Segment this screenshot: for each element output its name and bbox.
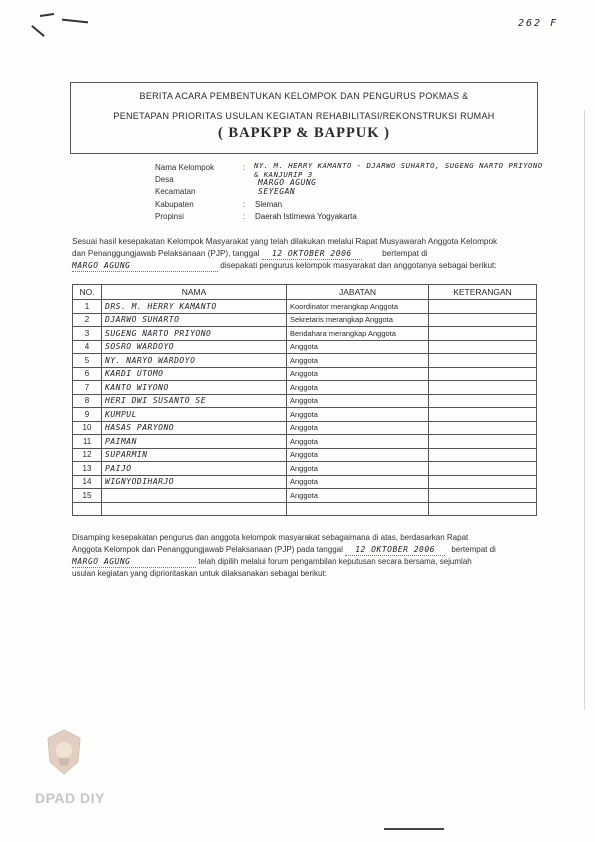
field-colon: : xyxy=(243,212,246,221)
table-row xyxy=(73,340,537,354)
field-label-propinsi: Propinsi xyxy=(155,212,184,221)
cell-no: 12 xyxy=(73,448,102,462)
cell-keterangan xyxy=(429,502,537,516)
field-value-nama-2: & KANJURIP 3 xyxy=(254,170,313,179)
cell-jabatan: Anggota xyxy=(287,340,429,354)
table-row xyxy=(73,394,537,408)
para1-date: 12 OKTOBER 2006 xyxy=(262,248,362,260)
cell-jabatan: Koordinator merangkap Anggota xyxy=(287,300,429,314)
cell-no: 1 xyxy=(73,300,102,314)
cell-no: 2 xyxy=(73,313,102,327)
field-label-kabupaten: Kabupaten xyxy=(155,200,194,209)
header-box xyxy=(70,82,538,154)
field-value-desa: MARGO AGUNG xyxy=(258,178,317,187)
cell-nama xyxy=(102,502,287,516)
cell-jabatan: Anggota xyxy=(287,462,429,476)
para1-line2-text-b: bertempat di xyxy=(382,249,428,258)
para2-line3-text: telah dipilih melalui forum pengambilan keputusan secara bersama, sejumlah xyxy=(198,557,472,566)
cell-nama: HERI DWI SUSANTO SE xyxy=(102,394,287,408)
cell-nama: SOSRO WARDOYO xyxy=(102,340,287,354)
cell-keterangan xyxy=(429,300,537,314)
cell-jabatan: Anggota xyxy=(287,475,429,489)
cell-jabatan: Anggota xyxy=(287,435,429,449)
cell-no: 8 xyxy=(73,394,102,408)
cell-no xyxy=(73,502,102,516)
header-line-1: BERITA ACARA PEMBENTUKAN KELOMPOK DAN PENGURUS POKMAS & xyxy=(139,91,469,101)
cell-jabatan: Bendahara merangkap Anggota xyxy=(287,327,429,341)
cell-jabatan: Anggota xyxy=(287,394,429,408)
column-header-nama: NAMA xyxy=(102,285,287,300)
cell-nama xyxy=(102,489,287,503)
column-header-no: NO. xyxy=(73,285,102,300)
page-number: 262 F xyxy=(518,18,559,29)
cell-nama: PAIMAN xyxy=(102,435,287,449)
members-table xyxy=(72,284,537,516)
field-label-nama: Nama Kelompok xyxy=(155,163,215,172)
field-label-kecamatan: Kecamatan xyxy=(155,187,196,196)
para1-line2-text: dan Penanggungjawab Pelaksanaan (PJP), tanggal xyxy=(72,249,260,258)
cell-jabatan: Anggota xyxy=(287,421,429,435)
para2-line2-text: Anggota Kelompok dan Penanggungjawab Pelaksanaan (PJP) pada tanggal xyxy=(72,545,343,554)
table-row xyxy=(73,367,537,381)
cell-keterangan xyxy=(429,435,537,449)
field-colon: : xyxy=(243,200,246,209)
field-value-propinsi: Daerah Istimewa Yogyakarta xyxy=(255,212,357,221)
para2-line4: usulan kegiatan yang diprioritaskan untuk dilaksanakan sebagai berikut: xyxy=(72,569,327,578)
bottom-mark xyxy=(384,828,444,830)
table-row xyxy=(73,462,537,476)
cell-jabatan: Anggota xyxy=(287,448,429,462)
cell-no: 3 xyxy=(73,327,102,341)
cell-keterangan xyxy=(429,327,537,341)
document-title: ( BAPKPP & BAPPUK ) xyxy=(217,125,391,141)
cell-keterangan xyxy=(429,367,537,381)
table-row xyxy=(73,381,537,395)
column-header-keterangan: KETERANGAN xyxy=(429,285,537,300)
seal-icon xyxy=(44,728,84,776)
cell-keterangan xyxy=(429,394,537,408)
cell-no: 13 xyxy=(73,462,102,476)
cell-nama: KUMPUL xyxy=(102,408,287,422)
table-row xyxy=(73,489,537,503)
cell-nama: KANTO WIYONO xyxy=(102,381,287,395)
cell-no: 5 xyxy=(73,354,102,368)
cell-nama: HASAS PARYONO xyxy=(102,421,287,435)
cell-nama: DJARWO SUHARTO xyxy=(102,313,287,327)
cell-nama: KARDI UTOMO xyxy=(102,367,287,381)
cell-no: 7 xyxy=(73,381,102,395)
cell-jabatan: Anggota xyxy=(287,367,429,381)
table-header-row xyxy=(73,285,537,300)
para1-line3 xyxy=(72,260,538,272)
para2-place: MARGO AGUNG xyxy=(72,556,196,568)
cell-nama: NY. NARYO WARDOYO xyxy=(102,354,287,368)
para2-line3 xyxy=(72,556,542,568)
para1-line3-text: disepakati pengurus kelompok masyarakat dan anggotanya sebagai berikut: xyxy=(220,261,497,270)
field-value-kabupaten: Sleman xyxy=(255,200,283,209)
field-value-kecamatan: SEYEGAN xyxy=(258,187,296,196)
right-edge-mark xyxy=(584,110,585,710)
cell-jabatan: Anggota xyxy=(287,489,429,503)
cell-keterangan xyxy=(429,448,537,462)
corner-mark xyxy=(40,13,54,17)
cell-jabatan xyxy=(287,502,429,516)
cell-nama: SUGENG NARTO PRIYONO xyxy=(102,327,287,341)
cell-keterangan xyxy=(429,340,537,354)
table-row xyxy=(73,475,537,489)
cell-no: 9 xyxy=(73,408,102,422)
cell-keterangan xyxy=(429,421,537,435)
watermark-text: DPAD DIY xyxy=(35,790,105,806)
table-row xyxy=(73,421,537,435)
cell-no: 6 xyxy=(73,367,102,381)
table-row xyxy=(73,502,537,516)
cell-nama: WIGNYODIHARJO xyxy=(102,475,287,489)
cell-keterangan xyxy=(429,381,537,395)
cell-keterangan xyxy=(429,313,537,327)
cell-nama: SUPARMIN xyxy=(102,448,287,462)
table-row xyxy=(73,354,537,368)
para1-line2 xyxy=(72,248,538,260)
cell-no: 4 xyxy=(73,340,102,354)
para1-line1: Sesuai hasil kesepakatan Kelompok Masyarakat yang telah dilakukan melalui Rapat Musyawarah Anggota Kelompok xyxy=(72,237,498,246)
para2-line2-text-b: bertempat di xyxy=(451,545,496,554)
corner-mark xyxy=(62,19,88,24)
table-row xyxy=(73,327,537,341)
table-row xyxy=(73,448,537,462)
field-label-desa: Desa xyxy=(155,175,174,184)
para2-date: 12 OKTOBER 2006 xyxy=(345,544,445,556)
cell-nama: DRS. M. HERRY KAMANTO xyxy=(102,300,287,314)
cell-keterangan xyxy=(429,462,537,476)
field-value-nama: NY. M. HERRY KAMANTO - DJARWO SUHARTO, SUGENG NARTO PRIYONO xyxy=(254,161,543,170)
cell-keterangan xyxy=(429,408,537,422)
field-colon: : xyxy=(243,163,246,172)
cell-keterangan xyxy=(429,475,537,489)
cell-jabatan: Anggota xyxy=(287,408,429,422)
cell-jabatan: Anggota xyxy=(287,381,429,395)
table-row xyxy=(73,313,537,327)
para2-line2 xyxy=(72,544,542,556)
table-row xyxy=(73,300,537,314)
column-header-jabatan: JABATAN xyxy=(287,285,429,300)
para2-line1: Disamping kesepakatan pengurus dan anggota kelompok masyarakat sebagaimana di atas, berdasarkan Rapat xyxy=(72,533,469,542)
cell-jabatan: Anggota xyxy=(287,354,429,368)
cell-jabatan: Sekretaris merangkap Anggota xyxy=(287,313,429,327)
table-row xyxy=(73,435,537,449)
cell-keterangan xyxy=(429,489,537,503)
cell-no: 10 xyxy=(73,421,102,435)
header-line-2: PENETAPAN PRIORITAS USULAN KEGIATAN REHABILITASI/REKONSTRUKSI RUMAH xyxy=(113,111,495,121)
para1-place: MARGO AGUNG xyxy=(72,260,218,272)
table-row xyxy=(73,408,537,422)
cell-no: 11 xyxy=(73,435,102,449)
cell-keterangan xyxy=(429,354,537,368)
cell-no: 14 xyxy=(73,475,102,489)
cell-nama: PAIJO xyxy=(102,462,287,476)
cell-no: 15 xyxy=(73,489,102,503)
corner-mark xyxy=(31,25,45,37)
